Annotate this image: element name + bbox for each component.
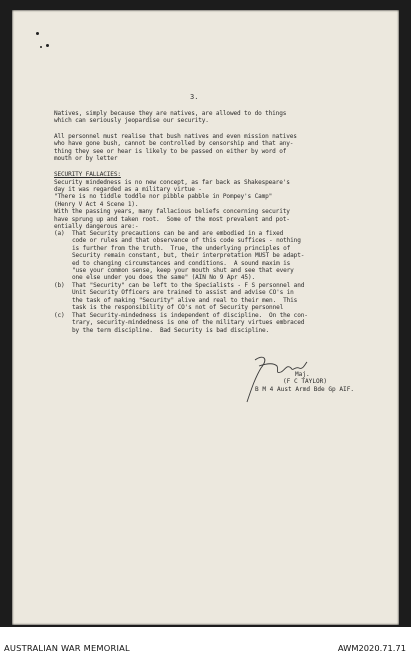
paragraph-natives: Natives, simply because they are natives, are allowed to do things which can seriously jeopardise our security. bbox=[54, 110, 287, 125]
item-c-text: That Security-mindedness is independent of discipline. On the con- trary, security-mindedness is one of the military virtues embraced by the term discipline. Bad Security is bad discipline. bbox=[72, 312, 308, 334]
paragraph-fallacies: Security mindedness is no new concept, as far back as Shakespeare's day it was regarded as a military virtue - "There is no tiddle toddle nor pibble pabble in Pompey's Camp" (Henry V Act 4 Scene 1). With the passing years, many fallacious beliefs concerning security have sprung up and taken root. Some of the most prevalent and pot- entially dangerous are:- bbox=[54, 178, 290, 230]
footer-bar bbox=[0, 627, 411, 653]
signatory-appointment: B M 4 Aust Armd Bde Gp AIF. bbox=[255, 385, 355, 393]
paragraph-personnel: All personnel must realise that bush natives and even mission natives who have gone bush, cannot be controlled by censorship and that any- thing they see or hear is likely to be passed on either by word of mouth or by letter bbox=[54, 133, 297, 163]
section-heading: SECURITY FALLACIES: bbox=[54, 171, 121, 178]
punch-hole-mark bbox=[46, 44, 49, 47]
item-c-label: (c) bbox=[54, 312, 65, 319]
punch-hole-mark bbox=[40, 46, 42, 48]
item-a-label: (a) bbox=[54, 230, 65, 237]
item-b-label: (b) bbox=[54, 282, 65, 289]
punch-hole-mark bbox=[36, 32, 39, 35]
item-b-text: That "Security" can be left to the Specialists - F S personnel and Unit Security Officers are trained to assist and advise CO's in the task of making "Security" alive and real to their men. This task is the responsibility of CO's not of Security personnel bbox=[72, 282, 305, 312]
page-number: 3. bbox=[190, 93, 199, 101]
item-a-text: That Security precautions can be and are embodied in a fixed code or rules and that observance of this code suffices - nothing is further from the truth. True, the underlying principles of Security remain constant, but, their interpretation MUST be adapt- ed to changing circumstances and conditions. A sound maxim is "use your common sense, keep your mouth shut and see that every one else under you does the same" (AIN No 9 Apr 45). bbox=[72, 230, 305, 282]
signatory-name: (F C TAYLOR) bbox=[283, 378, 328, 385]
footer-accession-number: AWM2020.71.71 bbox=[337, 643, 406, 653]
footer-institution: AUSTRALIAN WAR MEMORIAL bbox=[4, 643, 130, 653]
signatory-rank: Maj. bbox=[295, 371, 310, 378]
